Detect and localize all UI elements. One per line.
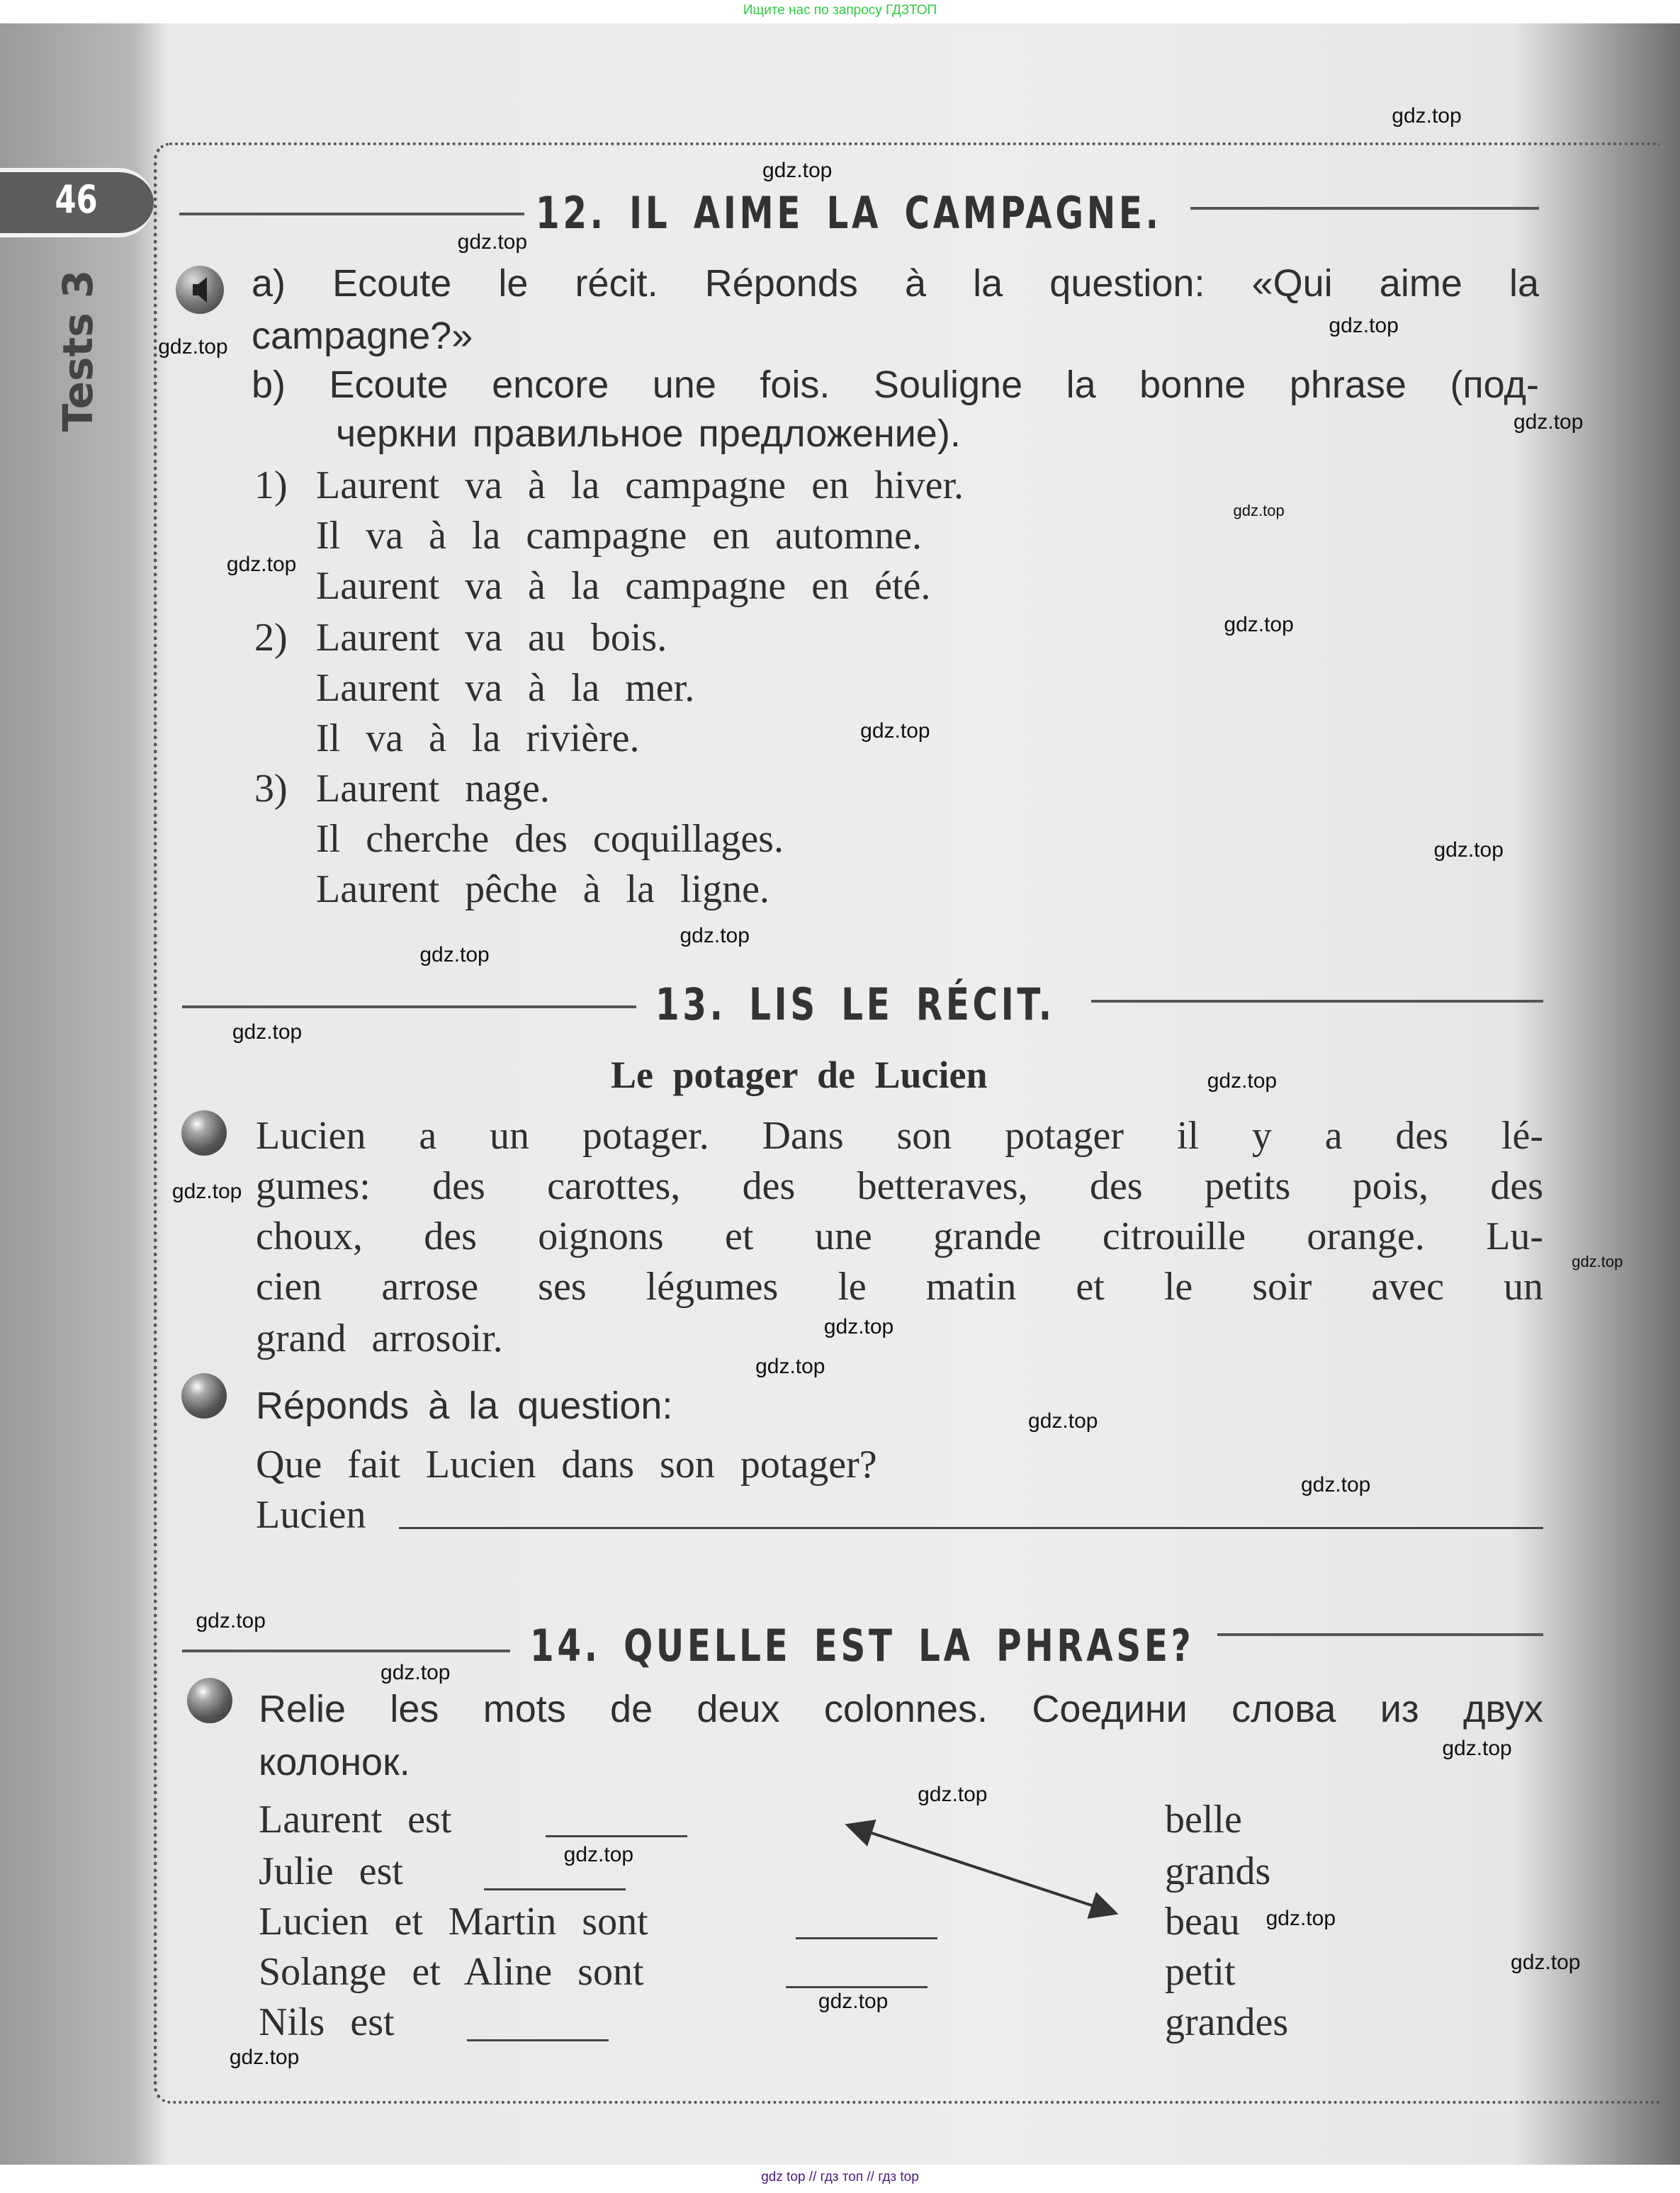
watermark: gdz.top — [1329, 313, 1399, 337]
watermark: gdz.top — [1572, 1252, 1623, 1270]
watermark: gdz.top — [1511, 1950, 1581, 1974]
story-text-line: cien arrose ses légumes le matin et le soir avec un — [256, 1265, 1543, 1309]
watermark: gdz.top — [158, 334, 228, 359]
phrase-option[interactable]: Laurent va au bois. — [316, 616, 667, 660]
watermark: gdz.top — [860, 719, 930, 743]
watermark: gdz.top — [1433, 838, 1504, 862]
right-column-word[interactable]: grandes — [1165, 2000, 1289, 2045]
watermark: gdz.top — [918, 1782, 988, 1806]
story-text-line: grand arrosoir. — [256, 1317, 503, 1361]
instruction-b-line1: b) Ecoute encore une fois. Souligne la bonne phrase (под- — [252, 363, 1539, 406]
right-column-word[interactable]: belle — [1165, 1798, 1242, 1842]
watermark: gdz.top — [680, 923, 750, 947]
watermark: gdz.top — [1028, 1409, 1098, 1433]
watermark: gdz.top — [823, 1315, 894, 1339]
instruction-b-line2: черкни правильное предложение). — [336, 412, 961, 455]
watermark: gdz.top — [1442, 1736, 1512, 1760]
left-column-item: Lucien et Martin sont — [259, 1900, 648, 1944]
phrase-option[interactable]: Laurent nage. — [316, 767, 550, 811]
left-column-item: Laurent est — [259, 1798, 452, 1842]
watermark: gdz.top — [196, 1608, 266, 1633]
watermark: gdz.top — [755, 1354, 825, 1378]
phrase-option[interactable]: Laurent va à la mer. — [316, 666, 695, 711]
option-number: 2) — [254, 616, 288, 660]
watermark: gdz.top — [171, 1179, 242, 1203]
watermark: gdz.top — [1265, 1907, 1336, 1931]
option-number: 3) — [254, 767, 288, 811]
phrase-option[interactable]: Laurent va à la campagne en été. — [316, 564, 931, 609]
question-instruction: Réponds à la question: — [256, 1385, 673, 1427]
exercise-14-header: 14. QUELLE EST LA PHRASE? — [530, 1620, 1195, 1671]
top-banner: Ищите нас по запросу ГДЗТОП — [743, 3, 937, 18]
watermark: gdz.top — [229, 2045, 300, 2069]
watermark: gdz.top — [1300, 1473, 1371, 1497]
page-number: 46 — [55, 177, 98, 222]
instruction-a-line1: a) Ecoute le récit. Réponds à la question: «Qui aime la — [252, 262, 1539, 305]
story-text-line: choux, des oignons et une grande citrouille orange. Lu- — [256, 1214, 1543, 1259]
watermark: gdz.top — [563, 1842, 634, 1866]
watermark: gdz.top — [1392, 103, 1462, 128]
watermark: gdz.top — [1207, 1069, 1278, 1093]
answer-start: Lucien — [256, 1493, 366, 1537]
right-column-word[interactable]: beau — [1165, 1900, 1240, 1944]
exercise-13-header: 13. LIS LE RÉCIT. — [655, 979, 1055, 1030]
phrase-option[interactable]: Il cherche des coquillages. — [316, 817, 784, 862]
question: Que fait Lucien dans son potager? — [256, 1443, 877, 1487]
watermark: gdz.top — [232, 1020, 303, 1044]
left-column-item: Nils est — [259, 2000, 395, 2045]
phrase-option[interactable]: Laurent va à la campagne en hiver. — [316, 463, 964, 507]
watermark: gdz.top — [1233, 501, 1285, 519]
watermark: gdz.top — [419, 943, 490, 967]
instruction-line1: Relie les mots de deux colonnes. Соедини слова из двух — [259, 1688, 1543, 1730]
right-column-word[interactable]: petit — [1165, 1950, 1236, 1995]
watermark: gdz.top — [1513, 410, 1584, 434]
left-column-item: Solange et Aline sont — [259, 1950, 644, 1995]
watermark: gdz.top — [380, 1660, 451, 1684]
instruction-line2: колонок. — [259, 1741, 410, 1783]
right-column-word[interactable]: grands — [1165, 1849, 1271, 1894]
option-number: 1) — [254, 463, 288, 507]
phrase-option[interactable]: Il va à la campagne en automne. — [316, 514, 922, 558]
story-text-line: Lucien a un potager. Dans son potager il y a des lé- — [256, 1113, 1543, 1158]
story-text-line: gumes: des carottes, des betteraves, des petits pois, des — [256, 1163, 1543, 1208]
exercise-12-header: 12. IL AIME LA CAMPAGNE. — [536, 187, 1162, 239]
story-title: Le potager de Lucien — [611, 1054, 988, 1096]
side-label-text: Tests 3 — [54, 269, 102, 432]
watermark: gdz.top — [226, 553, 297, 577]
watermark: gdz.top — [762, 158, 833, 182]
watermark: gdz.top — [818, 1989, 889, 2013]
bottom-banner: gdz top // гдз топ // гдз top — [761, 2170, 919, 2184]
watermark: gdz.top — [1224, 613, 1294, 637]
phrase-option[interactable]: Laurent pêche à la ligne. — [316, 867, 769, 912]
instruction-a-line2: campagne?» — [252, 315, 473, 357]
left-column-item: Julie est — [259, 1849, 403, 1894]
phrase-option[interactable]: Il va à la rivière. — [316, 716, 640, 761]
watermark: gdz.top — [457, 230, 528, 254]
